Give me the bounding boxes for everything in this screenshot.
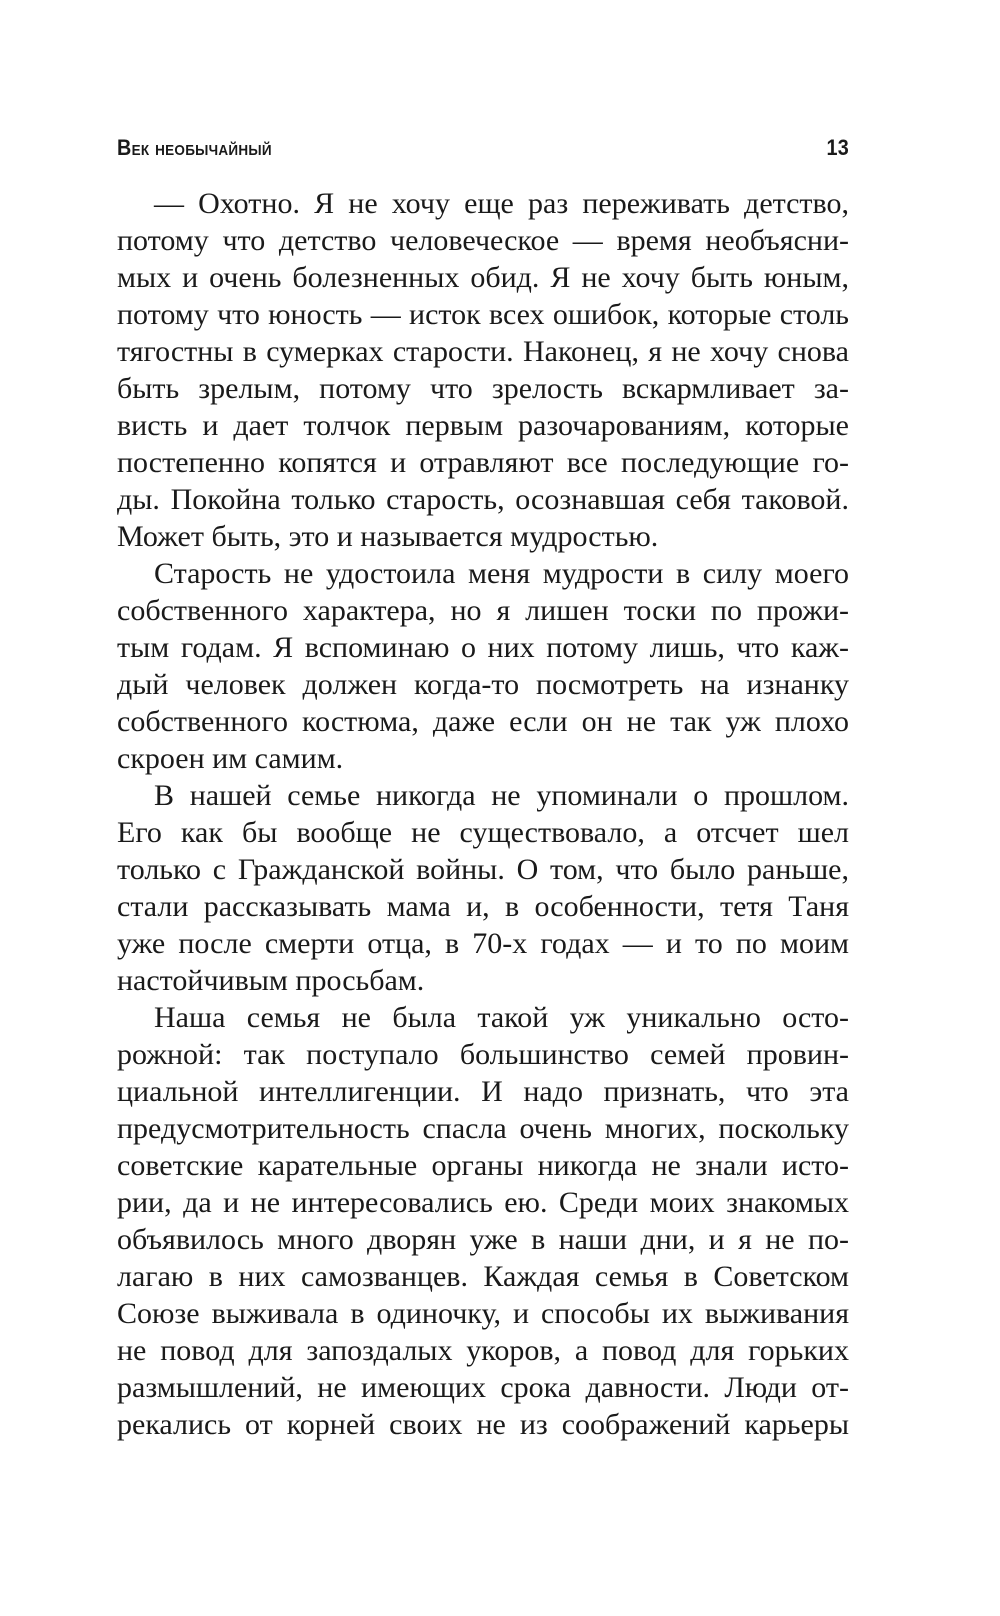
running-head [117, 130, 849, 166]
text-line: предусмотрительность спасла очень многих, поскольку [117, 1112, 849, 1145]
text-line: Старость не удостоила меня мудрости в силу моего [154, 557, 849, 590]
text-line: ды. Покойна только старость, осознавшая себя таковой. [117, 483, 849, 516]
text-line: тым годам. Я вспоминаю о них потому лишь, что каж- [117, 631, 849, 664]
text-line: циальной интеллигенции. И надо признать, что эта [117, 1075, 849, 1108]
text-line: не повод для запоздалых укоров, а повод для горьких [117, 1334, 849, 1367]
text-line: Его как бы вообще не существовало, а отсчет шел [117, 816, 849, 849]
text-line: висть и дает толчок первым разочарованиям, которые [117, 409, 849, 442]
text-line: рожной: так поступало большинство семей провин- [117, 1038, 849, 1071]
text-line: размышлений, не имеющих срока давности. Люди от- [117, 1371, 849, 1404]
text-line: уже после смерти отца, в 70-х годах — и то по моим [117, 927, 849, 960]
text-line: постепенно копятся и отравляют все последующие го- [117, 446, 849, 479]
body-text [117, 185, 849, 1443]
text-line: собственного костюма, даже если он не так уж плохо [117, 705, 849, 738]
text-line: только с Гражданской войны. О том, что было раньше, [117, 853, 849, 886]
text-line: лагаю в них самозванцев. Каждая семья в Советском [117, 1260, 849, 1293]
text-line: мых и очень болезненных обид. Я не хочу быть юным, [117, 261, 849, 294]
text-line: объявилось много дворян уже в наши дни, и я не по- [117, 1223, 849, 1256]
text-line: — Охотно. Я не хочу еще раз переживать детство, [154, 187, 849, 220]
text-line: быть зрелым, потому что зрелость вскармливает за- [117, 372, 849, 405]
text-line: рии, да и не интересовались ею. Среди моих знакомых [117, 1186, 849, 1219]
text-line: собственного характера, но я лишен тоски по прожи- [117, 594, 849, 627]
text-line: тягостны в сумерках старости. Наконец, я не хочу снова [117, 335, 849, 368]
text-line: потому что юность — исток всех ошибок, которые столь [117, 298, 849, 331]
running-title: Век необычайный [117, 135, 272, 160]
text-line: потому что детство человеческое — время необъясни- [117, 224, 849, 257]
text-line: Может быть, это и называется мудростью. [117, 520, 659, 553]
text-line: настойчивым просьбам. [117, 964, 425, 997]
page-number: 13 [826, 135, 849, 160]
text-line: дый человек должен когда-то посмотреть на изнанку [117, 668, 849, 701]
text-line: Союзе выживала в одиночку, и способы их выживания [117, 1297, 849, 1330]
text-line: стали рассказывать мама и, в особенности, тетя Таня [117, 890, 849, 923]
text-line: рекались от корней своих не из соображений карьеры [117, 1408, 849, 1441]
text-line: В нашей семье никогда не упоминали о прошлом. [154, 779, 849, 812]
text-line: советские карательные органы никогда не знали исто- [117, 1149, 849, 1182]
text-line: Наша семья не была такой уж уникально осто- [154, 1001, 849, 1034]
text-line: скроен им самим. [117, 742, 344, 775]
